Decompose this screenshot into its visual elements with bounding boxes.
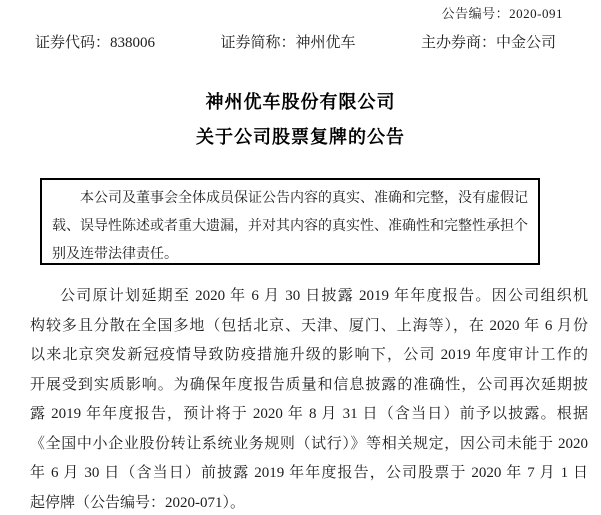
disclaimer-box xyxy=(40,178,540,265)
securities-info-row xyxy=(35,31,556,52)
announcement-body xyxy=(30,282,588,515)
stock-short-name: 证券简称：神州优车 xyxy=(220,35,356,51)
announcement-number: 公告编号：2020-091 xyxy=(441,6,563,21)
body-line: 开展受到实质影响。为确保年度报告质量和信息披露的准确性，公司再次延期披 xyxy=(30,376,588,393)
disclaimer-line: 载、误导性陈述或者重大遗漏，并对其内容的真实性、准确性和完整性承担个 xyxy=(52,219,528,234)
sponsor-broker: 主办券商：中金公司 xyxy=(420,35,556,51)
body-line: 以来北京突发新冠疫情导致防疫措施升级的影响下，公司 2019 年度审计工作的 xyxy=(30,347,588,363)
announcement-title: 关于公司股票复牌的公告 xyxy=(196,127,405,147)
body-line: 露 2019 年年度报告，预计将于 2020 年 8 月 31 日（含当日）前予以披露。根据 xyxy=(30,406,588,422)
body-line: 《全国中小企业股份转让系统业务规则（试行）》等相关规定，因公司未能于 2020 xyxy=(30,435,588,452)
disclaimer-line: 本公司及董事会全体成员保证公告内容的真实、准确和完整，没有虚假记 xyxy=(80,191,528,206)
body-line: 构较多且分散在全国多地（包括北京、天津、厦门、上海等），在 2020 年 6 月份 xyxy=(30,317,588,334)
stock-code: 证券代码：838006 xyxy=(35,35,156,51)
body-line: 年 6 月 30 日（含当日）前披露 2019 年年度报告，公司股票于 2020 年 7 月 1 日 xyxy=(30,465,588,481)
body-line: 起停牌（公告编号：2020-071）。 xyxy=(30,494,245,511)
disclaimer-line: 别及连带法律责任。 xyxy=(52,247,178,262)
company-name-title: 神州优车股份有限公司 xyxy=(205,92,396,112)
body-line: 公司原计划延期至 2020 年 6 月 30 日披露 2019 年年度报告。因公司组织机 xyxy=(60,288,588,304)
